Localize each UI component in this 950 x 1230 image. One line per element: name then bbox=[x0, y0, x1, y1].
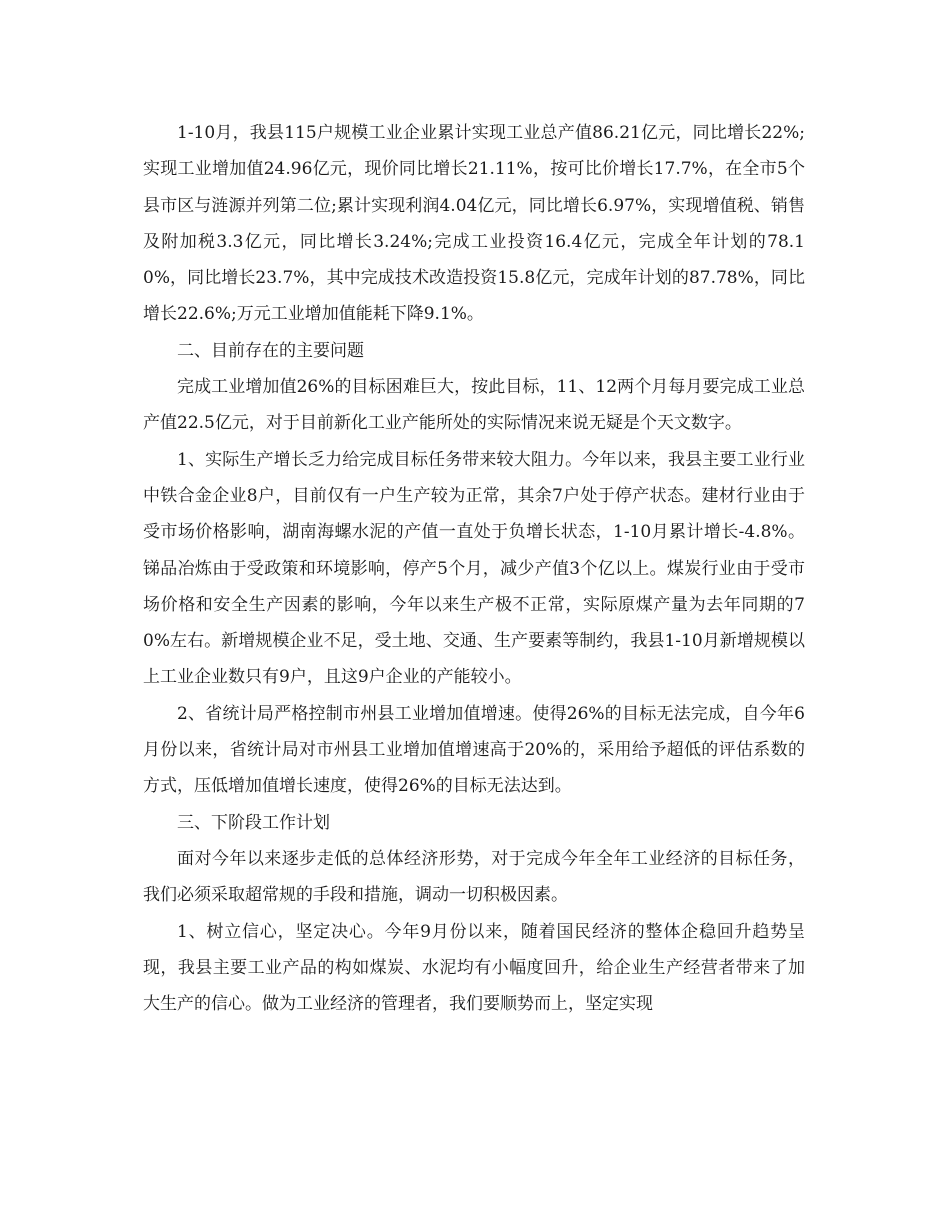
section-heading-main-problems: 二、目前存在的主要问题 bbox=[177, 340, 364, 361]
paragraph-target-difficulty: 完成工业增加值26%的目标困难巨大，按此目标，11、12两个月每月要完成工业总产值22.5亿元，对于目前新化工业产能所处的实际情况来说无疑是个天文数字。 bbox=[143, 377, 805, 434]
section-heading-next-stage-plan: 三、下阶段工作计划 bbox=[177, 812, 330, 833]
paragraph-industrial-output-summary: 1-10月，我县115户规模工业企业累计实现工业总产值86.21亿元，同比增长22%;实现工业增加值24.96亿元，现价同比增长21.11%，按可比价增长17.7%，在全市5个县市区与涟源并列第二位;累计实现利润4.04亿元，同比增长6.97%，实现增值税、销售及附加税3.3亿元，同比增长3.24%;完成工业投资16.4亿元，完成全年计划的78.10%，同比增长23.7%，其中完成技术改造投资15.8亿元，完成年计划的87.78%，同比增长22.6%;万元工业增加值能耗下降9.1%。 bbox=[143, 123, 805, 325]
paragraph-production-growth-weak: 1、实际生产增长乏力给完成目标任务带来较大阻力。今年以来，我县主要工业行业中铁合金企业8户，目前仅有一户生产较为正常，其余7户处于停产状态。建材行业由于受市场价格影响，湖南海螺水泥的产值一直处于负增长状态，1-10月累计增长-4.8%。锑品冶炼由于受政策和环境影响，停产5个月，减少产值3个亿以上。煤炭行业由于受市场价格和安全生产因素的影响，今年以来生产极不正常，实际原煤产量为去年同期的70%左右。新增规模企业不足，受土地、交通、生产要素等制约，我县1-10月新增规模以上工业企业数只有9户，且这9户企业的产能较小。 bbox=[143, 449, 805, 688]
document-body bbox=[143, 115, 805, 1022]
paragraph-statistics-bureau-control: 2、省统计局严格控制市州县工业增加值增速。使得26%的目标无法完成，自今年6月份以来，省统计局对市州县工业增加值增速高于20%的，采用给予超低的评估系数的方式，压低增加值增长速度，使得26%的目标无法达到。 bbox=[143, 703, 805, 797]
paragraph-economic-situation: 面对今年以来逐步走低的总体经济形势，对于完成今年全年工业经济的目标任务，我们必须采取超常规的手段和措施，调动一切积极因素。 bbox=[143, 848, 805, 906]
paragraph-build-confidence: 1、树立信心，坚定决心。今年9月份以来，随着国民经济的整体企稳回升趋势呈现，我县主要工业产品的构如煤炭、水泥均有小幅度回升，给企业生产经营者带来了加大生产的信心。做为工业经济的管理者，我们要顺势而上，坚定实现 bbox=[143, 921, 805, 1015]
